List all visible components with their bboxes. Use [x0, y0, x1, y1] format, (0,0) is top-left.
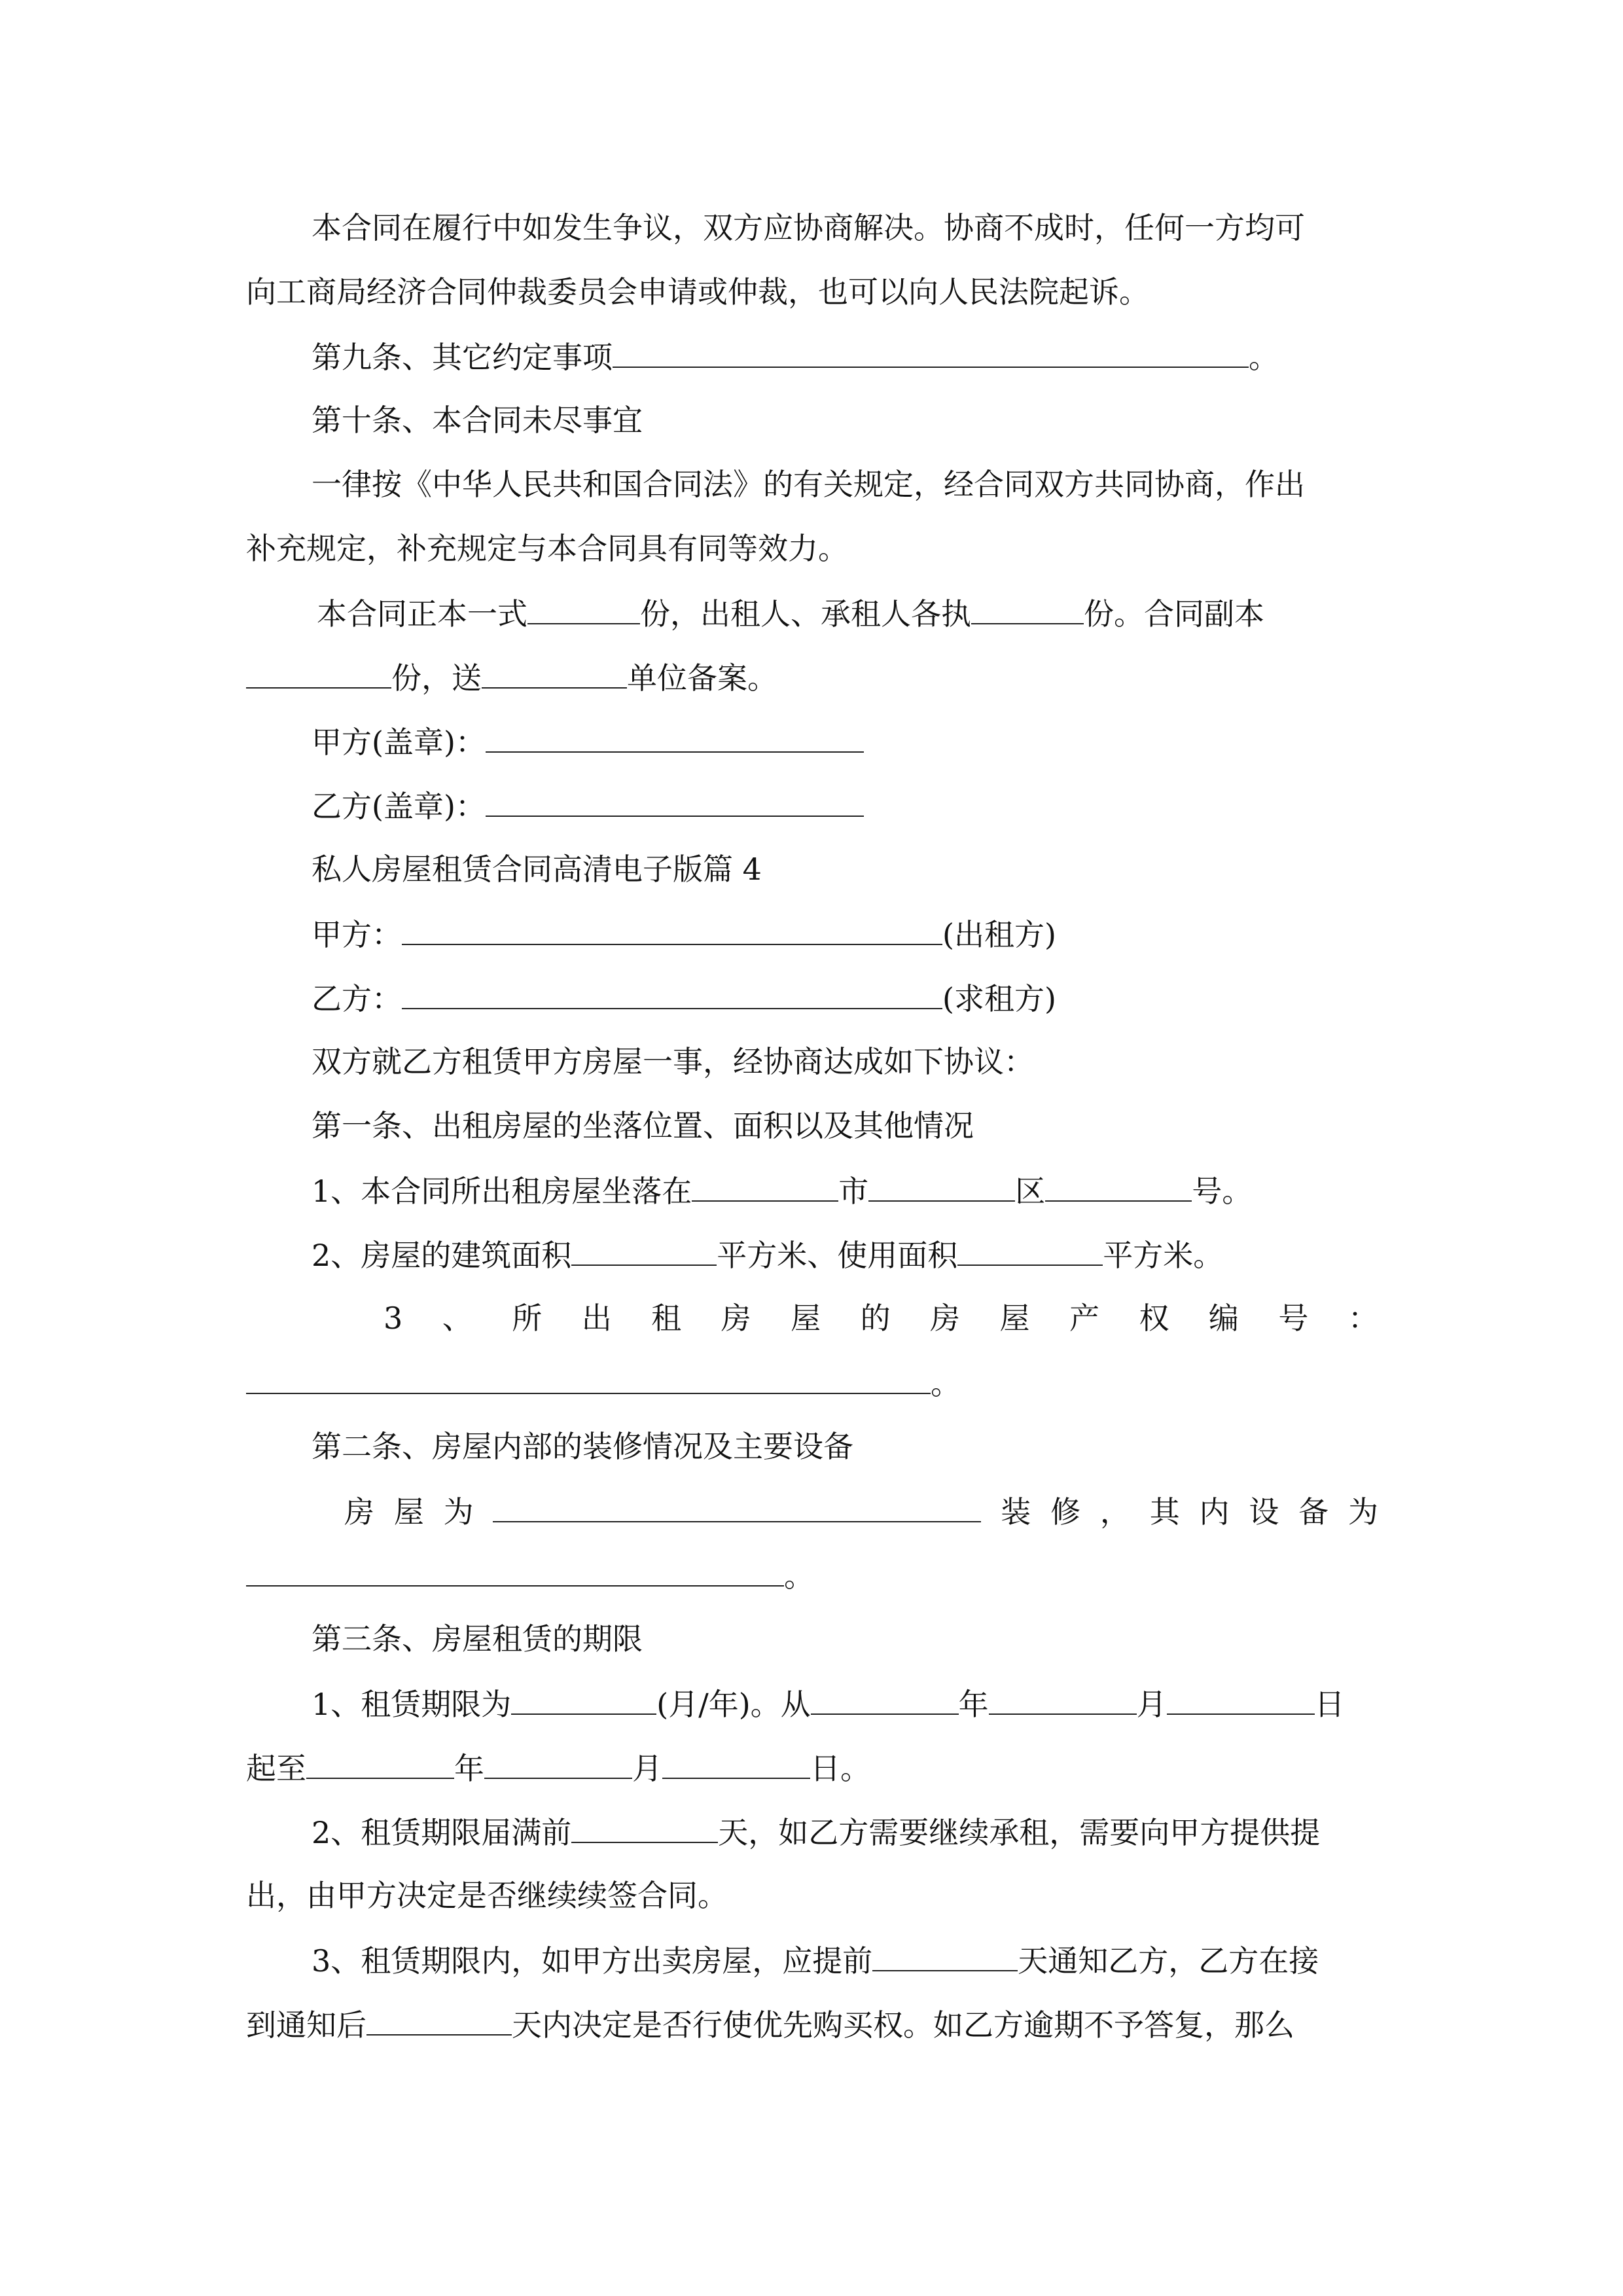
a1-i2-text-c: 平方米。 — [1103, 1238, 1224, 1273]
dispute-line-2: 向工商局经济合同仲裁委员会申请或仲裁，也可以向人民法院起诉。 — [246, 274, 1149, 310]
a3-year-label: 年 — [958, 1687, 989, 1722]
article-3-item-2 — [312, 1812, 1320, 1852]
article-1-item-3 — [383, 1299, 1378, 1338]
a3-day-label: 日 — [1314, 1687, 1345, 1722]
decision-days-blank — [366, 2004, 512, 2036]
a1-i1-number: 号。 — [1192, 1174, 1253, 1209]
start-month-blank — [989, 1683, 1137, 1715]
article-1-item-1 — [312, 1170, 1252, 1211]
article-3-item-2-cont: 出，由甲方决定是否继续续签合同。 — [246, 1878, 728, 1913]
a1-i3-char: 号 — [1278, 1300, 1309, 1336]
district-blank — [868, 1170, 1015, 1202]
a1-i3-char: 所 — [512, 1300, 543, 1336]
a2-char: 装 — [1001, 1494, 1031, 1530]
city-blank — [692, 1170, 838, 1202]
a1-i3-char: 产 — [1069, 1300, 1099, 1336]
copies-text-e: 单位备案。 — [627, 660, 777, 696]
a3-i3-text-c: 到通知后 — [246, 2007, 366, 2043]
party-b-line — [312, 978, 1056, 1018]
a3-i3-text-b: 天通知乙方，乙方在接 — [1018, 1943, 1319, 1979]
a3-month-label: 月 — [1136, 1687, 1167, 1722]
a3-year-label: 年 — [454, 1751, 484, 1786]
copies-blank-3 — [246, 657, 391, 689]
a1-i3-char: 、 — [442, 1300, 473, 1336]
party-a-blank — [402, 914, 942, 945]
seal-party-b — [312, 785, 864, 826]
a1-i2-text-b: 平方米、使用面积 — [717, 1238, 958, 1273]
article-3-title: 第三条、房屋租赁的期限 — [312, 1621, 643, 1657]
start-year-blank — [811, 1683, 959, 1715]
copies-blank-1 — [527, 593, 640, 624]
a3-i3-text-a: 3、租赁期限内，如甲方出卖房屋，应提前 — [312, 1943, 873, 1979]
a1-i2-text-a: 2、房屋的建筑面积 — [312, 1238, 572, 1273]
a1-i3-char: ： — [1347, 1300, 1378, 1336]
a2-char: 为 — [443, 1494, 474, 1530]
a2-char: 其 — [1149, 1494, 1180, 1530]
article-9-label: 第九条、其它约定事项 — [312, 340, 613, 375]
article-9 — [312, 336, 1279, 377]
a1-i1-city: 市 — [838, 1174, 869, 1209]
law-line-2: 补充规定，补充规定与本合同具有同等效力。 — [246, 531, 848, 566]
a3-month-label: 月 — [632, 1751, 662, 1786]
article-10-title: 第十条、本合同未尽事宜 — [312, 403, 643, 438]
seal-party-a-label: 甲方(盖章)： — [312, 725, 486, 760]
seal-party-a-blank — [486, 721, 864, 753]
usable-area-blank — [957, 1234, 1103, 1266]
a3-i1-text-b: (月/年)。从 — [656, 1687, 811, 1722]
equipment-line — [246, 1555, 814, 1596]
a2-char: 修 — [1050, 1494, 1081, 1530]
dispute-line-1: 本合同在履行中如发生争议，双方应协商解决。协商不成时，任何一方均可 — [312, 210, 1305, 245]
property-number-line — [246, 1363, 961, 1403]
days-before-expiry-blank — [571, 1812, 718, 1843]
party-b-label: 乙方： — [312, 981, 402, 1016]
a2-char: 房 — [344, 1494, 374, 1530]
end-year-blank — [306, 1748, 454, 1779]
a3-i2-text-b: 天，如乙方需要继续承租，需要向甲方提供提 — [718, 1815, 1321, 1850]
a1-i3-char: 房 — [930, 1300, 961, 1336]
a1-i1-district: 区 — [1015, 1174, 1046, 1209]
a3-i1-text-a: 1、租赁期限为 — [312, 1687, 512, 1722]
copies-line-1 — [317, 593, 1264, 634]
a3-i2-text-a: 2、租赁期限届满前 — [312, 1815, 572, 1850]
term-blank — [511, 1683, 656, 1715]
article-3-item-3 — [312, 1940, 1319, 1981]
article-3-item-3-cont — [246, 2004, 1294, 2045]
article-3-item-1-cont — [246, 1748, 870, 1788]
article-1-item-2 — [312, 1234, 1223, 1275]
law-line-1: 一律按《中华人民共和国合同法》的有关规定，经合同双方共同协商，作出 — [312, 467, 1305, 502]
property-number-end: 。 — [931, 1366, 961, 1401]
article-1-title: 第一条、出租房屋的坐落位置、面积以及其他情况 — [312, 1108, 974, 1143]
copies-line-2 — [246, 657, 777, 698]
party-b-role: (求租方) — [942, 981, 1056, 1016]
a2-char: 屋 — [393, 1494, 424, 1530]
party-a-role: (出租方) — [942, 917, 1056, 952]
seal-party-b-blank — [486, 785, 864, 817]
copies-blank-2 — [971, 593, 1084, 624]
contract-heading: 私人房屋租赁合同高清电子版篇 4 — [312, 852, 762, 887]
start-day-blank — [1167, 1683, 1315, 1715]
copies-text-a: 本合同正本一式 — [317, 596, 527, 632]
a3-i1-end: 日。 — [810, 1751, 870, 1786]
a3-i1-text-c: 起至 — [246, 1751, 306, 1786]
a1-i1-text-a: 1、本合同所出租房屋坐落在 — [312, 1174, 692, 1209]
a1-i3-char: 房 — [721, 1300, 751, 1336]
number-blank — [1045, 1170, 1192, 1202]
seal-party-b-label: 乙方(盖章)： — [312, 789, 486, 824]
equipment-end: 。 — [784, 1558, 814, 1594]
a1-i3-char: 3 — [383, 1300, 403, 1336]
decoration-blank — [493, 1491, 981, 1522]
copies-text-d: 份，送 — [391, 660, 482, 696]
article-2-title: 第二条、房屋内部的装修情况及主要设备 — [312, 1429, 853, 1464]
a2-char: ， — [1099, 1494, 1130, 1530]
copies-text-c: 份。合同副本 — [1084, 596, 1264, 632]
end-day-blank — [662, 1748, 810, 1779]
party-a-line — [312, 914, 1056, 954]
end-month-blank — [484, 1748, 632, 1779]
a1-i3-char: 屋 — [791, 1300, 821, 1336]
notice-days-blank — [872, 1940, 1018, 1971]
a2-char: 为 — [1347, 1494, 1378, 1530]
a1-i3-char: 屋 — [999, 1300, 1030, 1336]
a2-char: 设 — [1249, 1494, 1279, 1530]
a1-i3-char: 编 — [1208, 1300, 1239, 1336]
a1-i3-char: 的 — [860, 1300, 891, 1336]
equipment-blank — [246, 1555, 784, 1587]
article-9-blank — [613, 336, 1249, 368]
a1-i3-char: 权 — [1139, 1300, 1169, 1336]
article-9-end: 。 — [1249, 340, 1279, 375]
party-b-blank — [402, 978, 942, 1009]
agreement-intro: 双方就乙方租赁甲方房屋一事，经协商达成如下协议： — [312, 1044, 1034, 1079]
copies-text-b: 份，出租人、承租人各执 — [640, 596, 971, 632]
a1-i3-char: 出 — [581, 1300, 612, 1336]
party-a-label: 甲方： — [312, 917, 402, 952]
copies-blank-4 — [482, 657, 627, 689]
building-area-blank — [571, 1234, 717, 1266]
seal-party-a — [312, 721, 864, 762]
article-3-item-1 — [312, 1683, 1345, 1724]
a3-i3-text-d: 天内决定是否行使优先购买权。如乙方逾期不予答复，那么 — [512, 2007, 1294, 2043]
article-2-line-1 — [344, 1491, 1378, 1532]
a1-i3-char: 租 — [651, 1300, 682, 1336]
a2-char: 备 — [1298, 1494, 1329, 1530]
property-number-blank — [246, 1363, 931, 1394]
a2-char: 内 — [1199, 1494, 1230, 1530]
